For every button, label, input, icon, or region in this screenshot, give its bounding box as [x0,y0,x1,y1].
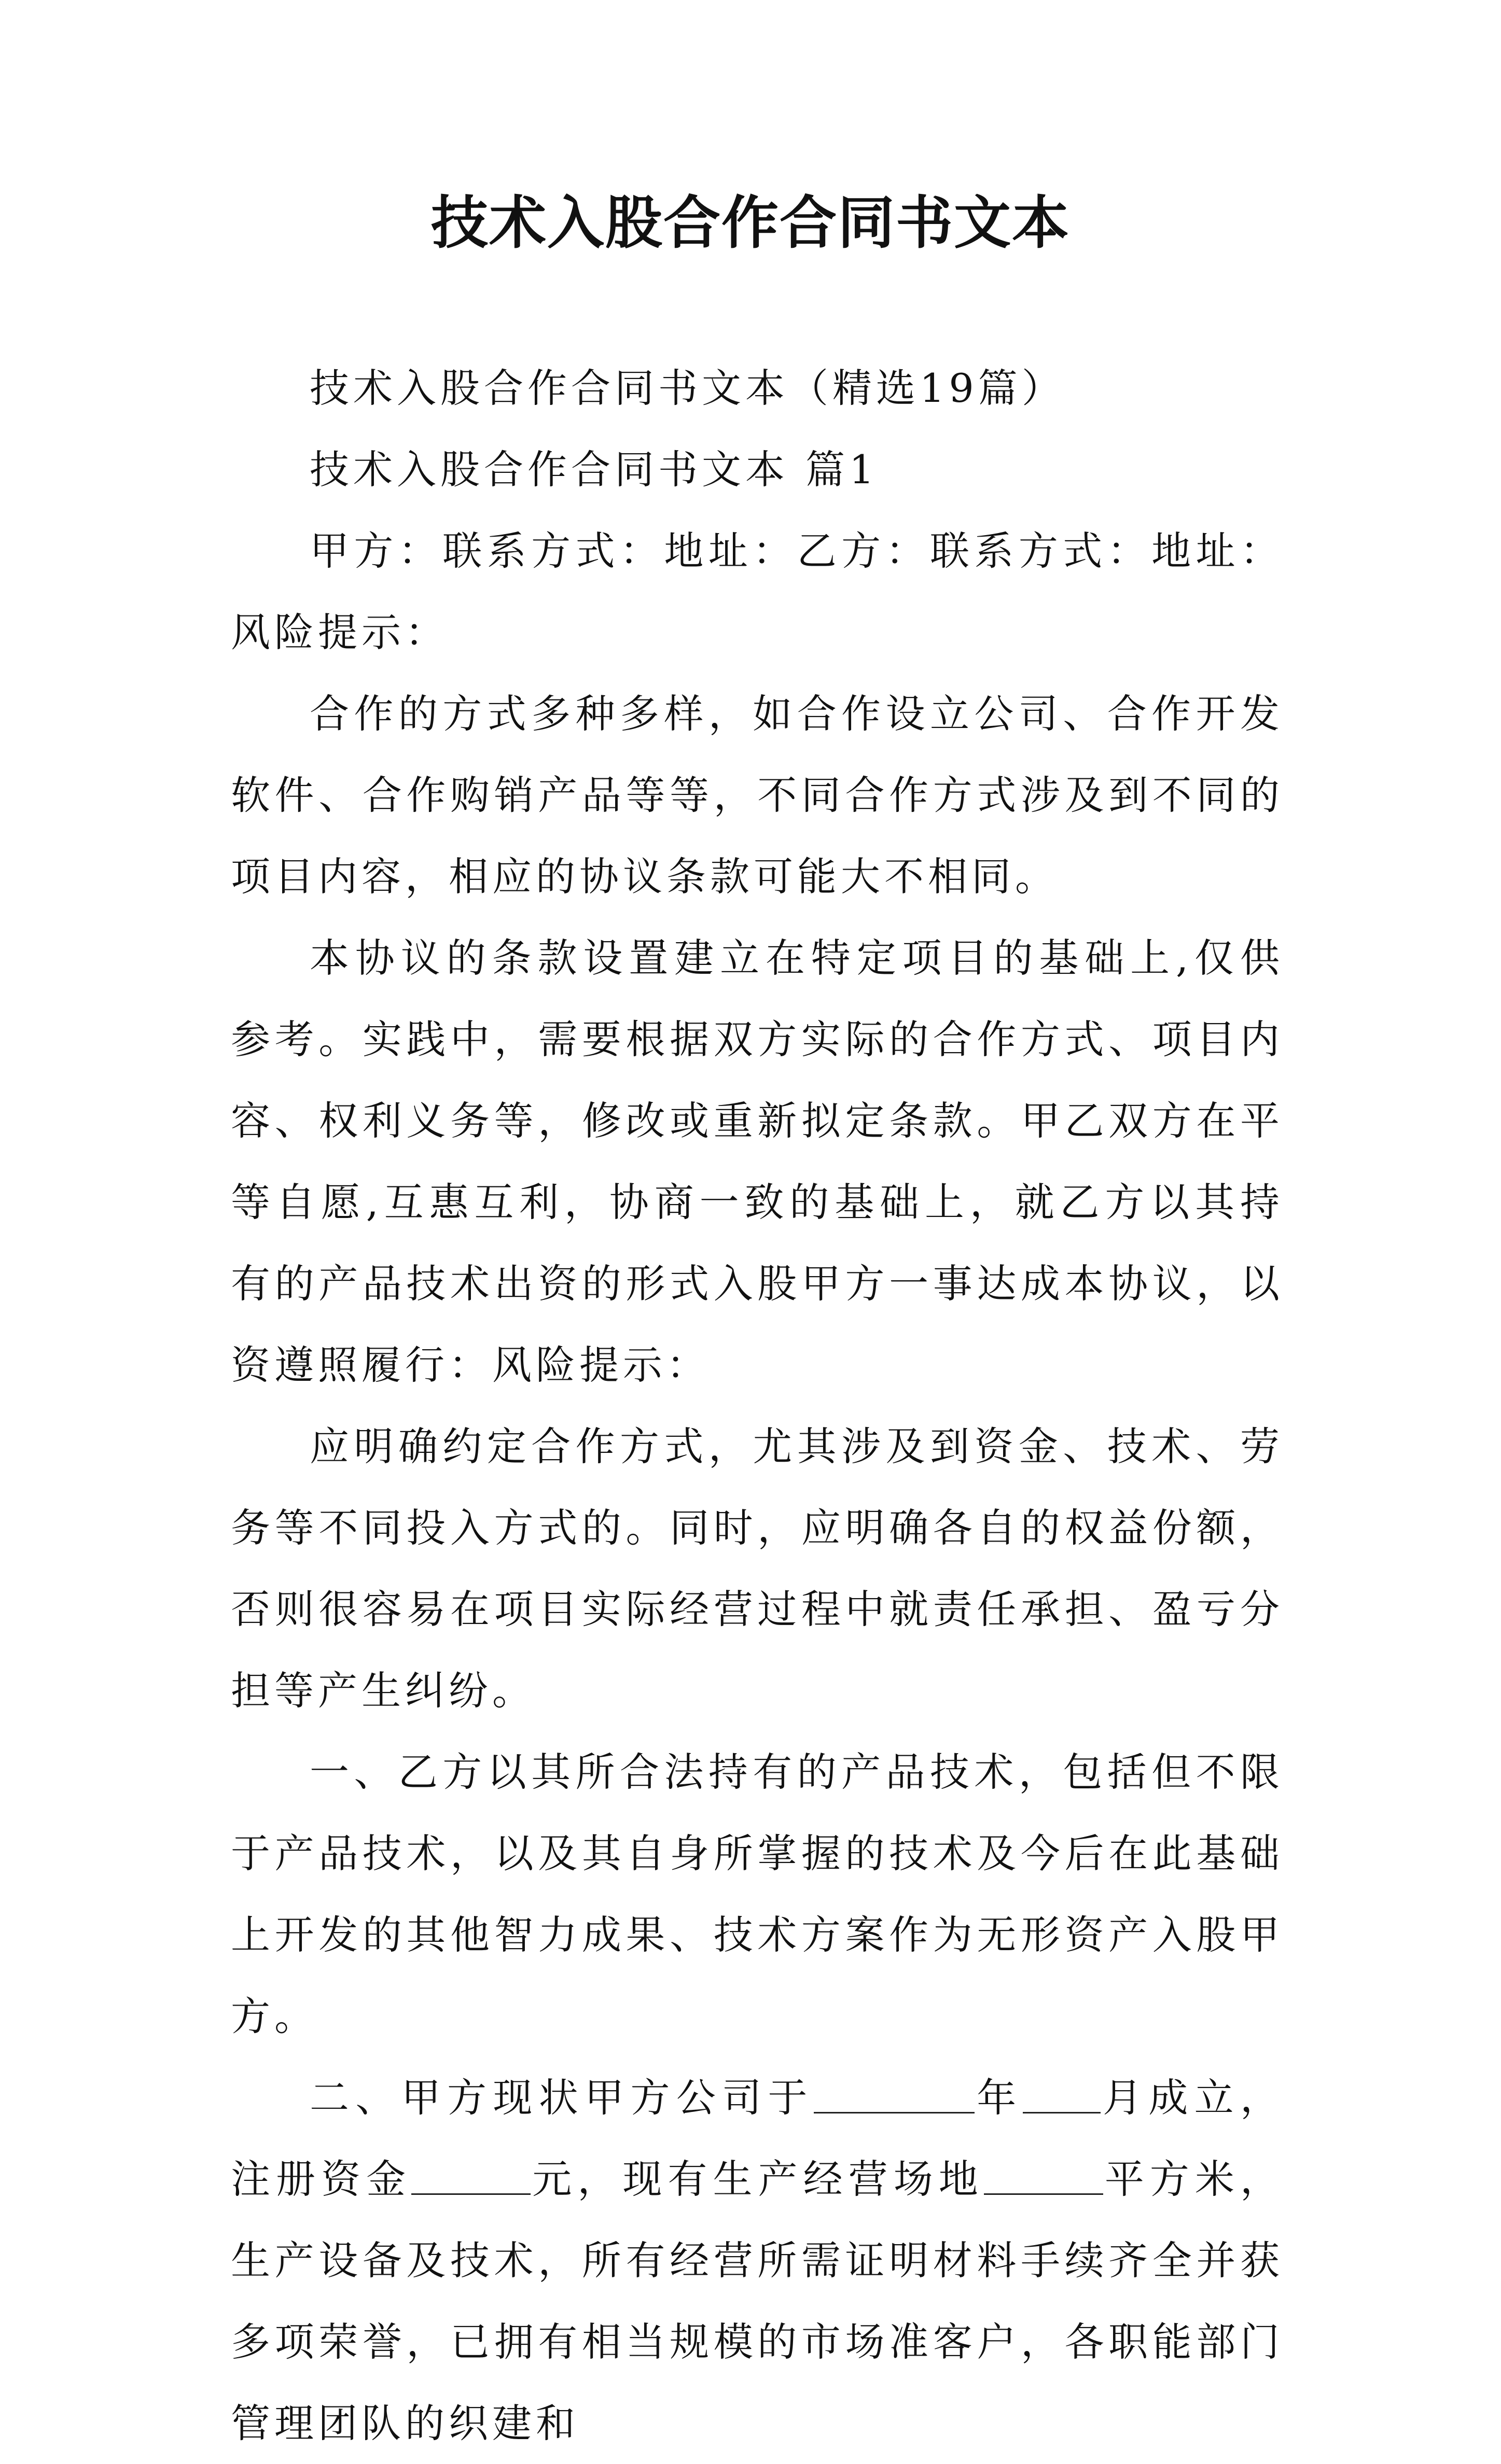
paragraph-parties: 甲方：联系方式：地址：乙方：联系方式：地址：风险提示： [231,528,1284,655]
blank-area [984,2158,1103,2194]
clause-two-part-2: 年 [974,2075,1023,2121]
blank-capital [411,2158,531,2194]
clause-two-part-5: 平方米，生产设备及技术，所有经营所需证明材料手续齐全并获多项荣誉，已拥有相当规模的市场准客户，各职能部门管理团队的织建和 [231,2156,1284,2446]
document-body [231,347,1284,2464]
clause-two-part-3: 月成立，注册资金 [231,2075,1284,2202]
paragraph-risk-note: 应明确约定合作方式，尤其涉及到资金、技术、劳务等不同投入方式的。同时，应明确各自的权益份额，否则很容易在项目实际经营过程中就责任承担、盈亏分担等产生纠纷。 [231,1423,1284,1714]
paragraph-cooperation-methods: 合作的方式多种多样，如合作设立公司、合作开发软件、合作购销产品等等，不同合作方式涉及到不同的项目内容，相应的协议条款可能大不相同。 [231,691,1284,900]
section-heading: 技术入股合作合同书文本 篇1 [310,446,879,493]
blank-month [1023,2076,1101,2113]
clause-two-part-1: 二、甲方现状甲方公司于 [310,2075,814,2121]
clause-one: 一、乙方以其所合法持有的产品技术，包括但不限于产品技术，以及其自身所掌握的技术及今后在此基础上开发的其他智力成果、技术方案作为无形资产入股甲方。 [231,1749,1284,2039]
clause-two [231,2057,1284,2464]
clause-two-part-4: 元，现有生产经营场地 [531,2156,984,2202]
document-subtitle: 技术入股合作合同书文本（精选19篇） [310,365,1065,411]
paragraph-agreement-basis: 本协议的条款设置建立在特定项目的基础上,仅供参考。实践中，需要根据双方实际的合作方式、项目内容、权利义务等，修改或重新拟定条款。甲乙双方在平等自愿,互惠互利，协商一致的基础上，就乙方以其持有的产品技术出资的形式入股甲方一事达成本协议，以资遵照履行：风险提示： [231,935,1284,1388]
blank-year [814,2076,975,2113]
document-title: 技术入股合作合同书文本 [431,189,1070,256]
